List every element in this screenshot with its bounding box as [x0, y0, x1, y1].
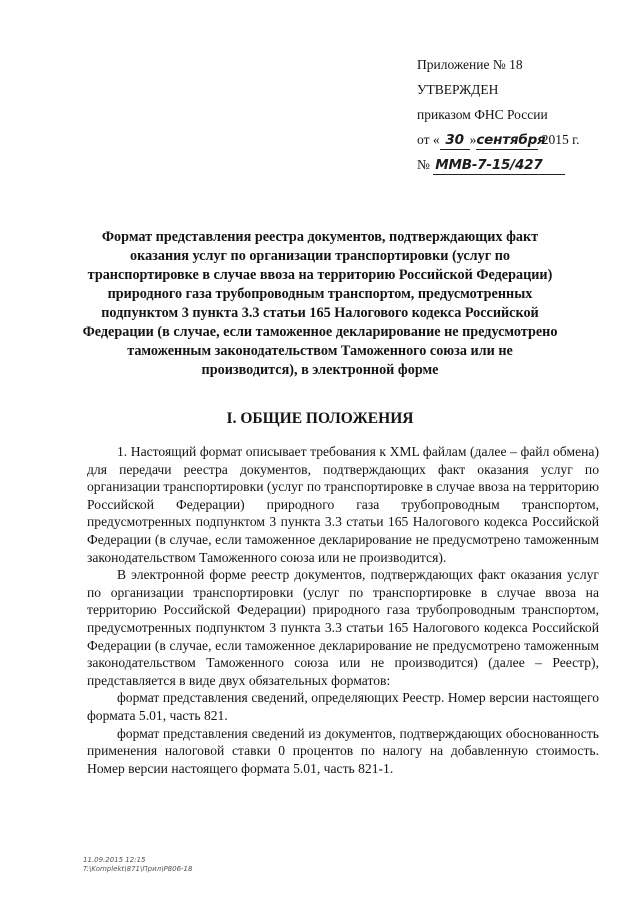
order-number — [417, 152, 627, 177]
paragraph-2: В электронной форме реестр документов, подтверждающих факт оказания услуг по организации транспортировки (услуг по транспортировке в случае ввоза на территорию Российской Федерации) природного газа трубопроводным транспортом, предусмотренных подпунктом 3 пункта 3.3 статьи 165 Налогового кодекса Российской Федерации (в случае, если таможенное декларирование не предусмотрено таможенным законодательством Таможенного союза или не производится) (далее – Реестр), представляется в виде двух обязательных форматов: — [87, 567, 599, 688]
date-quote-close: » — [469, 132, 477, 147]
approved-label: УТВЕРЖДЕН — [417, 82, 499, 97]
date-prefix: от — [417, 132, 430, 147]
footer-timestamp: 11.09.2015 12:15 — [83, 856, 146, 864]
order-number-handwritten: ММВ-7-15/427 — [433, 157, 565, 175]
paragraph-4: формат представления сведений из документов, подтверждающих обоснованность применения налоговой ставки 0 процентов по налогу на добавленную стоимость. Номер версии настоящего формата 5.01, часть 821-1. — [87, 725, 599, 776]
date-year: 2015 г. — [541, 132, 580, 147]
date-day-handwritten: 30 — [440, 132, 470, 150]
paragraph-3: формат представления сведений, определяющих Реестр. Номер версии настоящего формата 5.01, часть 821. — [87, 690, 599, 723]
appendix-label: Приложение № 18 — [417, 57, 523, 72]
order-authority: приказом ФНС России — [417, 107, 548, 122]
approval-block — [417, 52, 627, 177]
section-heading: I. ОБЩИЕ ПОЛОЖЕНИЯ — [226, 410, 414, 427]
document-title: Формат представления реестра документов, подтверждающих факт оказания услуг по организации транспортировки (услуг по транспортировке в случае ввоза на территорию Российской Федерации) природного газа трубопроводным транспортом, предусмотренных подпунктом 3 пункта 3.3 статьи 165 Налогового кодекса Российской Федерации (в случае, если таможенное декларирование не предусмотрено таможенным законодательством Таможенного союза или не производится), в электронной форме — [82, 229, 558, 378]
file-footer — [83, 856, 343, 874]
number-prefix: № — [417, 157, 430, 172]
footer-file-path: T:\Komplekt\871\Прил\Р806-18 — [83, 865, 193, 873]
body-text — [87, 443, 599, 777]
date-quote-open: « — [432, 132, 440, 147]
order-date — [417, 127, 627, 152]
paragraph-1: 1. Настоящий формат описывает требования к XML файлам (далее – файл обмена) для передачи реестра документов, подтверждающих факт оказания услуг по организации транспортировки (услуг по транспортировке в случае ввоза на территорию Российской Федерации) природного газа трубопроводным транспортом, предусмотренных подпунктом 3 пункта 3.3 статьи 165 Налогового кодекса Российской Федерации (в случае, если таможенное декларирование не предусмотрено таможенным законодательством Таможенного союза или не производится). — [87, 444, 599, 565]
date-month-handwritten: сентября — [476, 132, 546, 148]
